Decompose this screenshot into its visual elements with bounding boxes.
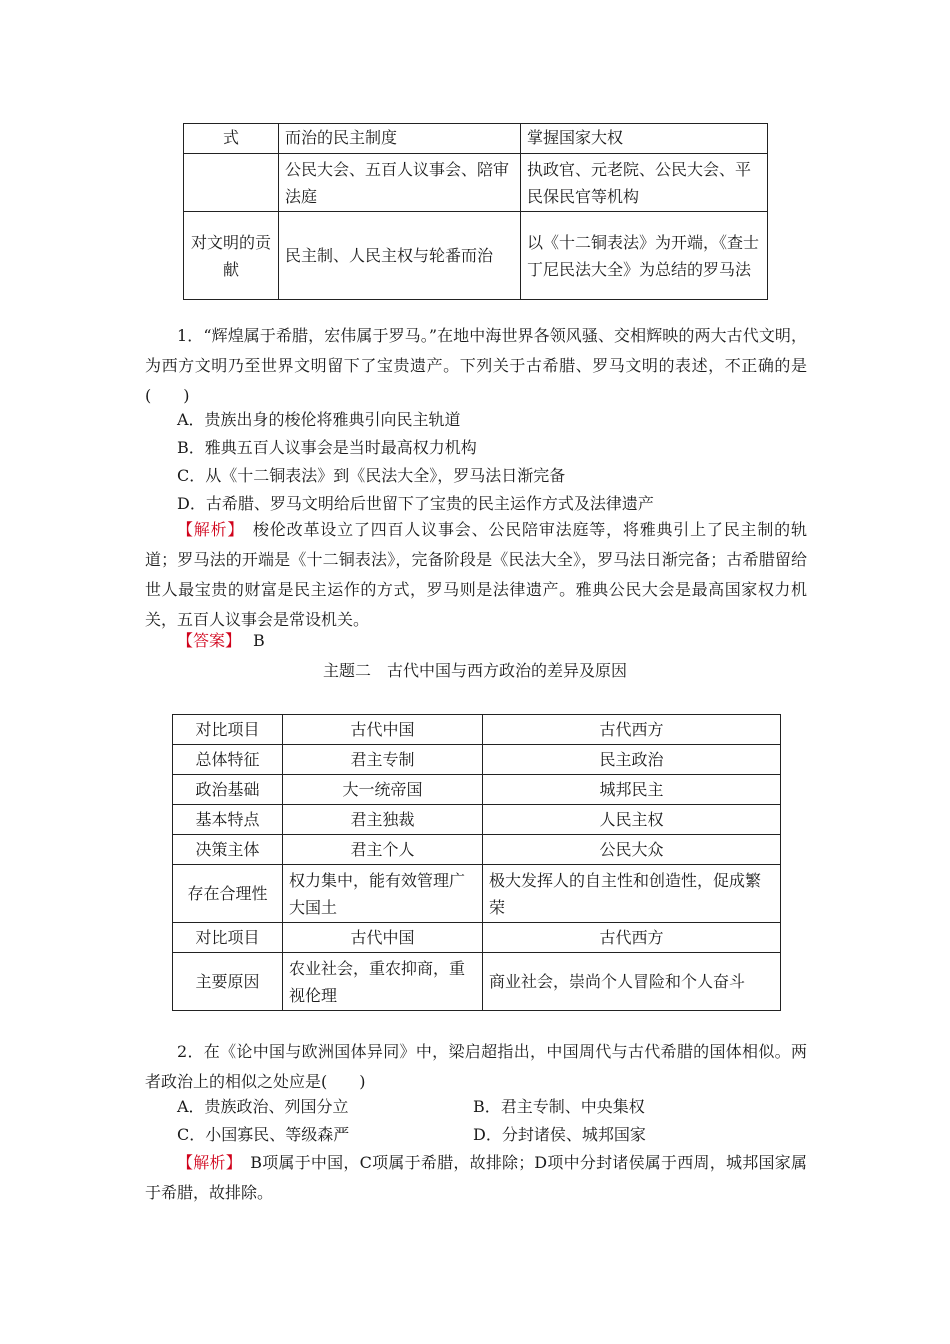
table-cell: 极大发挥人的自主性和创造性，促成繁荣 xyxy=(483,865,781,923)
q2-analysis xyxy=(145,1148,807,1208)
table-cell: 君主专制 xyxy=(283,745,483,775)
table-cell: 式 xyxy=(184,124,279,154)
table-row xyxy=(173,805,781,835)
table-cell: 古代西方 xyxy=(483,923,781,953)
table-cell: 民主制、人民主权与轮番而治 xyxy=(279,212,521,300)
table-cell: 民主政治 xyxy=(483,745,781,775)
comparison-table-continued xyxy=(183,123,768,300)
table-cell: 公民大会、五百人议事会、陪审法庭 xyxy=(279,154,521,212)
table-row xyxy=(184,124,768,154)
q2-option-a: A．贵族政治、列国分立 xyxy=(177,1097,349,1116)
table-cell: 城邦民主 xyxy=(483,775,781,805)
table-cell: 古代中国 xyxy=(283,715,483,745)
table-cell: 对比项目 xyxy=(173,923,283,953)
table-cell: 基本特点 xyxy=(173,805,283,835)
table-cell: 决策主体 xyxy=(173,835,283,865)
table-cell: 公民大众 xyxy=(483,835,781,865)
table-row xyxy=(173,745,781,775)
table-cell: 商业社会，崇尚个人冒险和个人奋斗 xyxy=(483,953,781,1011)
table-cell: 政治基础 xyxy=(173,775,283,805)
q1-option-a: A．贵族出身的梭伦将雅典引向民主轨道 xyxy=(177,410,461,429)
table-cell: 农业社会，重农抑商，重视伦理 xyxy=(283,953,483,1011)
q2-option-b: B．君主专制、中央集权 xyxy=(473,1097,645,1116)
question-2-stem: 2．在《论中国与欧洲国体异同》中，梁启超指出，中国周代与古代希腊的国体相似。两者政治上的相似之处应是( ) xyxy=(145,1042,807,1091)
table-cell: 总体特征 xyxy=(173,745,283,775)
q1-option-c: C．从《十二铜表法》到《民法大全》，罗马法日渐完备 xyxy=(177,466,566,485)
table-row xyxy=(184,212,768,300)
table-cell: 而治的民主制度 xyxy=(279,124,521,154)
table-row xyxy=(173,715,781,745)
table-row xyxy=(173,953,781,1011)
q1-option-b: B．雅典五百人议事会是当时最高权力机构 xyxy=(177,438,477,457)
table-row xyxy=(173,865,781,923)
table-row xyxy=(184,154,768,212)
table-cell: 存在合理性 xyxy=(173,865,283,923)
analysis-text: B项属于中国，C项属于希腊，故排除；D项中分封诸侯属于西周，城邦国家属于希腊，故排除。 xyxy=(145,1153,807,1202)
table-cell xyxy=(184,154,279,212)
table-row xyxy=(173,775,781,805)
analysis-tag: 【解析】 xyxy=(177,520,237,539)
table-cell: 君主独裁 xyxy=(283,805,483,835)
q2-option-c: C．小国寡民、等级森严 xyxy=(177,1125,350,1144)
question-1-stem: 1．“辉煌属于希腊，宏伟属于罗马。”在地中海世界各领风骚、交相辉映的两大古代文明，为西方文明乃至世界文明留下了宝贵遗产。下列关于古希腊、罗马文明的表述，不正确的是( ) xyxy=(145,326,807,405)
table-cell: 古代西方 xyxy=(483,715,781,745)
comparison-table xyxy=(172,714,781,1011)
analysis-tag: 【解析】 xyxy=(177,1153,234,1172)
analysis-text: 梭伦改革设立了四百人议事会、公民陪审法庭等，将雅典引上了民主制的轨道；罗马法的开端是《十二铜表法》，完备阶段是《民法大全》，罗马法日渐完备；古希腊留给世人最宝贵的财富是民主运作的方式，罗马则是法律遗产。雅典公民大会是最高国家权力机关，五百人议事会是常设机关。 xyxy=(145,520,807,629)
table-cell: 以《十二铜表法》为开端，《查士丁尼民法大全》为总结的罗马法 xyxy=(521,212,768,300)
answer-text: B xyxy=(253,631,265,650)
table-row xyxy=(173,835,781,865)
table-cell: 人民主权 xyxy=(483,805,781,835)
table-cell: 权力集中，能有效管理广大国土 xyxy=(283,865,483,923)
q1-analysis xyxy=(145,515,807,635)
section-title: 主题二 古代中国与西方政治的差异及原因 xyxy=(322,661,627,680)
table-cell: 掌握国家大权 xyxy=(521,124,768,154)
q1-option-d: D．古希腊、罗马文明给后世留下了宝贵的民主运作方式及法律遗产 xyxy=(177,494,654,513)
table-row xyxy=(173,923,781,953)
table-cell: 君主个人 xyxy=(283,835,483,865)
table-cell: 古代中国 xyxy=(283,923,483,953)
q2-option-d: D．分封诸侯、城邦国家 xyxy=(473,1125,646,1144)
table-cell: 执政官、元老院、公民大会、平民保民官等机构 xyxy=(521,154,768,212)
q1-answer xyxy=(177,627,265,655)
table-cell: 大一统帝国 xyxy=(283,775,483,805)
table-cell: 对文明的贡献 xyxy=(184,212,279,300)
answer-tag: 【答案】 xyxy=(177,631,242,650)
table-cell: 对比项目 xyxy=(173,715,283,745)
table-cell: 主要原因 xyxy=(173,953,283,1011)
